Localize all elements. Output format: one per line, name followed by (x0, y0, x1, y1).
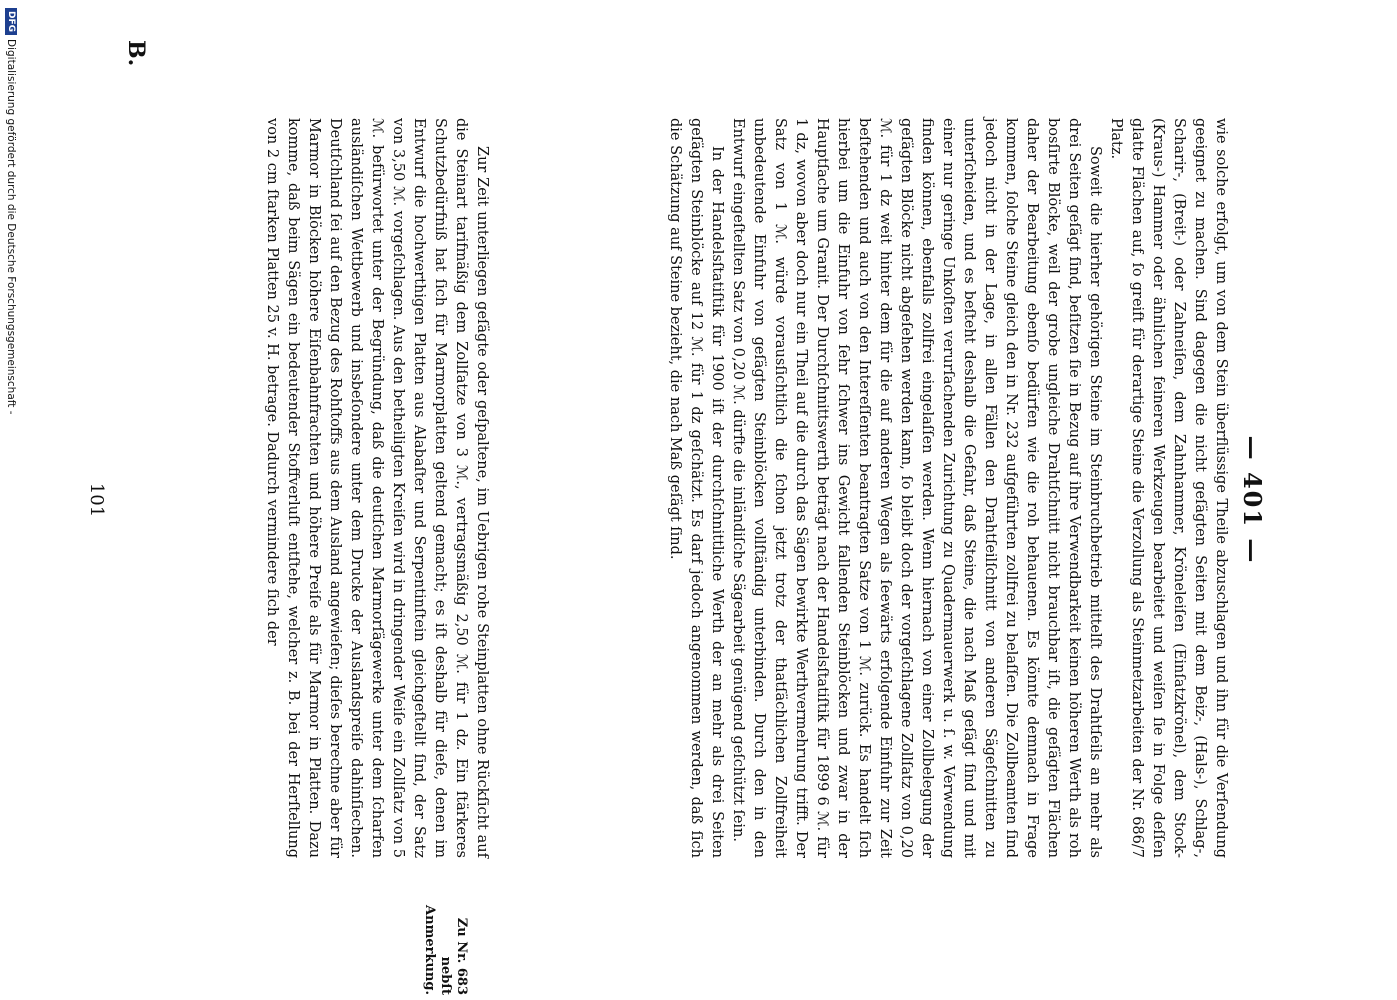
digitization-note (5, 8, 17, 415)
text-block-lower (261, 118, 492, 858)
margin-note-line-2: nebſt Anmerkung. (422, 905, 453, 995)
paragraph-2: Soweit die hierher gehörigen Steine im Steinbruchbetrieb mittelſt des Drahtſeils an mehr als drei Seiten geſägt ſind, beſitzen ſie in Bezug auf ihre Verwendbarkeit keinen höheren Werth als roh bosſirte Blöcke, weil der grobe ungleiche Drahtſchnitt nicht brauchbar iſt, die geſägten Flächen daher der Bearbeitung ebenſo bedürfen wie die roh behauenen. Es könnte demnach in Frage kommen, ſolche Steine gleich den in Nr. 232 aufgeführten zollfrei zu belaſſen. Die Zollbeamten ſind jedoch nicht in der Lage, in allen Fällen den Drahtſeilſchnitt von anderen Sägeſchnitten zu unterſcheiden, und es beſteht deshalb die Gefahr, daß Steine, die nach Maß geſägt ſind und mit einer nur geringe Unkoſten verurſachenden Zurichtung zu Quadermauerwerk u. ſ. w. Verwendung finden können, ebenfalls zollfrei eingelaſſen werden. Wenn hiernach von einer Zollbelegung der geſägten Blöcke nicht abgeſehen werden kann, ſo bleibt doch der vorgeſchlagene Zollſatz von 0,20 ℳ. für 1 dz weit hinter dem für die auf anderen Wegen als ſeewärts erfolgende Einfuhr zur Zeit beſtehenden und auch von den Intereſſenten beantragten Satze von 1 ℳ. zurück. Es handelt ſich hierbei um die Einfuhr von ſehr ſchwer ins Gewicht fallenden Steinblöcken und zwar in der Hauptſache um Granit. Der Durchſchnittswerth beträgt nach der Handelsſtatiſtik für 1899 6 ℳ. für 1 dz, wovon aber doch nur ein Theil auf die durch das Sägen bewirkte Werthvermehrung trifft. Der Satz von 1 ℳ. würde vorausſichtlich die ſchon jetzt trotz der thatſächlichen Zollfreiheit unbedeutende Einfuhr von geſägten Steinblöcken vollſtändig unterbinden. Durch den in den Entwurf eingeſtellten Satz von 0,20 ℳ. dürfte die inländiſche Sägearbeit genügend geſchützt ſein. (730, 118, 1103, 858)
digitization-text: Digitalisierung gefördert durch die Deutsche Forschungsgemeinschaft - (5, 39, 17, 415)
paragraph-3: In der Handelsſtatiſtik für 1900 iſt der durchſchnittliche Werth der an mehr als drei Seiten geſägten Steinblöcke auf 12 ℳ. für 1 dz geſchätzt. Es darf jedoch angenommen werden, daß ſich die Schätzung auf Steine bezieht, die nach Maß geſägt ſind. (667, 118, 725, 858)
margin-note-line-1: Zu Nr. 683 (454, 917, 469, 995)
signature-letter: B. (123, 40, 149, 67)
page-number-footer: 101 (86, 482, 107, 518)
text-block-upper (664, 118, 1231, 858)
dfg-logo-icon: DFG (5, 8, 17, 35)
margin-note (421, 885, 469, 995)
paragraph-1: wie solche erfolgt, um von dem Stein überflüssige Theile abzuschlagen und ihn für die Verſendung geeignet zu machen. Sind dagegen die nicht geſägten Seiten mit dem Beiz-, (Hals-), Schlag-, Scharir-, (Breit-) oder Zahneiſen, dem Zahnhammer, Kröneleiſen (Einſatzkrönel), dem Stock- (Kraus-) Hammer oder ähnlichen feineren Werkzeugen bearbeitet und weiſen ſie in Folge deſſen glatte Flächen auf, ſo greift für derartige Steine die Verzollung als Steinmetzarbeiten der Nr. 686/7 Platz. (1108, 118, 1229, 858)
page-number-header: — 401 — (1238, 435, 1267, 565)
paragraph-4: Zur Zeit unterliegen geſägte oder geſpaltene, im Uebrigen rohe Steinplatten ohne Rückſicht auf die Steinart tarifmäßig dem Zollſatze von 3 ℳ., vertragsmäßig 2,50 ℳ. für 1 dz. Ein ſtärkeres Schutzbedürfniß hat ſich für Marmorplatten geltend gemacht; es iſt deshalb für dieſe, denen im Entwurf die hochwerthigen Platten aus Alabaſter und Serpentinſtein gleichgeſtellt ſind, der Satz von 3,50 ℳ. vorgeſchlagen. Aus den betheiligten Kreiſen wird in dringender Weiſe ein Zollſatz von 5 ℳ. befürwortet unter der Begründung, daß die deutſchen Marmorſägewerke unter dem ſcharfen ausländiſchen Wettbewerb und insbeſondere unter dem Drucke der Auslandspreiſe dahinſiechen. Deutſchland ſei auf den Bezug des Rohſtoffs aus dem Ausland angewieſen; dieſes berechne aber für Marmor in Blöcken höhere Eiſenbahnfrachten und höhere Preiſe als für Marmor in Platten. Dazu komme, daß beim Sägen ein bedeutender Stoffverluſt entſtehe, welcher z. B. bei der Herſtellung von 2 cm ſtarken Platten 25 v. H. betrage. Dadurch vermindere ſich der (264, 118, 490, 858)
